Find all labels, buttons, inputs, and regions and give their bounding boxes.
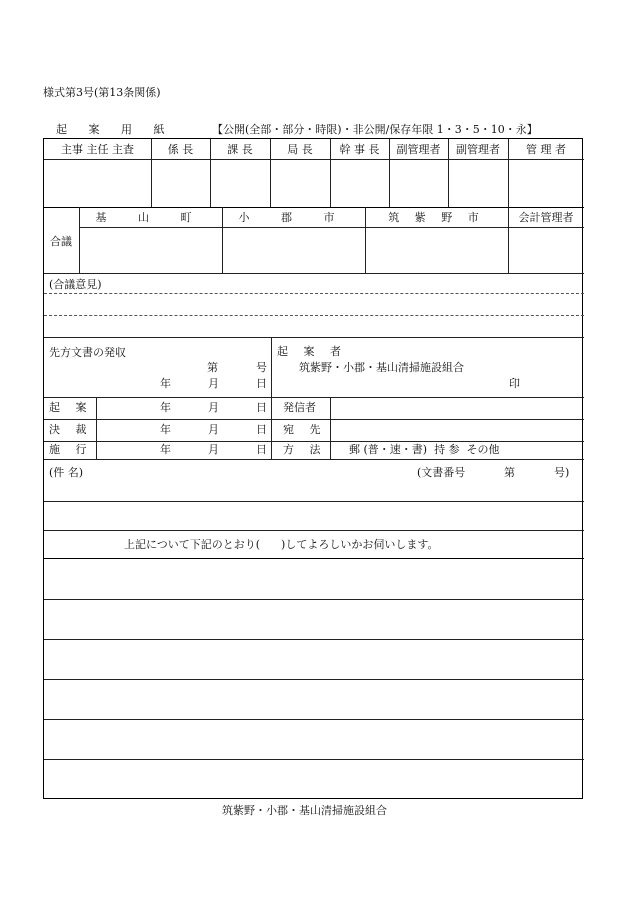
row-execution-month: 月 xyxy=(208,443,219,456)
dispatch-label: 先方文書の発収 xyxy=(49,346,126,359)
row-draft-month: 月 xyxy=(208,401,219,414)
approval-col-bureau-chief: 局 長 xyxy=(287,143,313,156)
document-number-label: (文書番号 xyxy=(417,466,466,479)
row-draft-label: 起 案 xyxy=(49,401,93,414)
form-frame xyxy=(43,138,583,799)
approval-col-staff: 主事 主任 主査 xyxy=(61,143,134,156)
consultation-accounting-manager: 会計管理者 xyxy=(518,211,574,224)
row-draft-day: 日 xyxy=(256,401,267,414)
dispatch-day: 日 xyxy=(256,377,267,390)
request-statement: 上記について下記のとおり( )してよろしいかお伺いします。 xyxy=(124,538,439,551)
approval-col-secretary-general: 幹 事 長 xyxy=(339,143,380,156)
consultation-chikushino: 筑 紫 野 市 xyxy=(388,211,485,224)
disclosure-retention: 【公開(全部・部分・時限)・非公開/保存年限 1・3・5・10・永】 xyxy=(212,123,538,136)
row-execution-year: 年 xyxy=(160,443,171,456)
consultation-opinion-label: (合議意見) xyxy=(49,278,102,291)
row-draft-year: 年 xyxy=(160,401,171,414)
sender-label: 発信者 xyxy=(283,401,316,414)
recipient-label: 宛 先 xyxy=(283,423,327,436)
form-code: 様式第3号(第13条関係) xyxy=(43,86,161,99)
document-number-suffix: 号) xyxy=(554,466,570,479)
row-decision-label: 決 裁 xyxy=(49,423,93,436)
drafter-label: 起 案 者 xyxy=(277,345,347,358)
approval-col-section-chief: 係 長 xyxy=(167,143,194,156)
form-title: 起 案 用 紙 xyxy=(56,123,174,136)
dispatch-year: 年 xyxy=(160,377,171,390)
consultation-label: 合議 xyxy=(50,235,72,248)
seal-mark: 印 xyxy=(509,377,520,390)
approval-col-manager: 管 理 者 xyxy=(526,143,566,156)
row-decision-day: 日 xyxy=(256,423,267,436)
document-number-prefix: 第 xyxy=(504,466,515,479)
drafter-organization: 筑紫野・小郡・基山清掃施設組合 xyxy=(299,361,464,374)
dispatch-month: 月 xyxy=(208,377,219,390)
consultation-kiyama: 基 山 町 xyxy=(95,211,206,224)
footer-organization: 筑紫野・小郡・基山清掃施設組合 xyxy=(222,804,387,817)
consultation-ogori: 小 郡 市 xyxy=(238,211,349,224)
approval-col-deputy-manager-2: 副管理者 xyxy=(456,143,500,156)
approval-col-division-chief: 課 長 xyxy=(227,143,253,156)
row-execution-label: 施 行 xyxy=(49,443,93,456)
method-label: 方 法 xyxy=(283,443,327,456)
row-execution-day: 日 xyxy=(256,443,267,456)
dispatch-number-prefix: 第 xyxy=(207,361,218,374)
row-decision-year: 年 xyxy=(160,423,171,436)
approval-col-deputy-manager-1: 副管理者 xyxy=(396,143,441,156)
row-decision-month: 月 xyxy=(208,423,219,436)
subject-label: (件 名) xyxy=(49,466,84,479)
dispatch-number-suffix: 号 xyxy=(256,361,267,374)
method-options: 郵 (普・速・書) 持 参 その他 xyxy=(349,443,500,456)
